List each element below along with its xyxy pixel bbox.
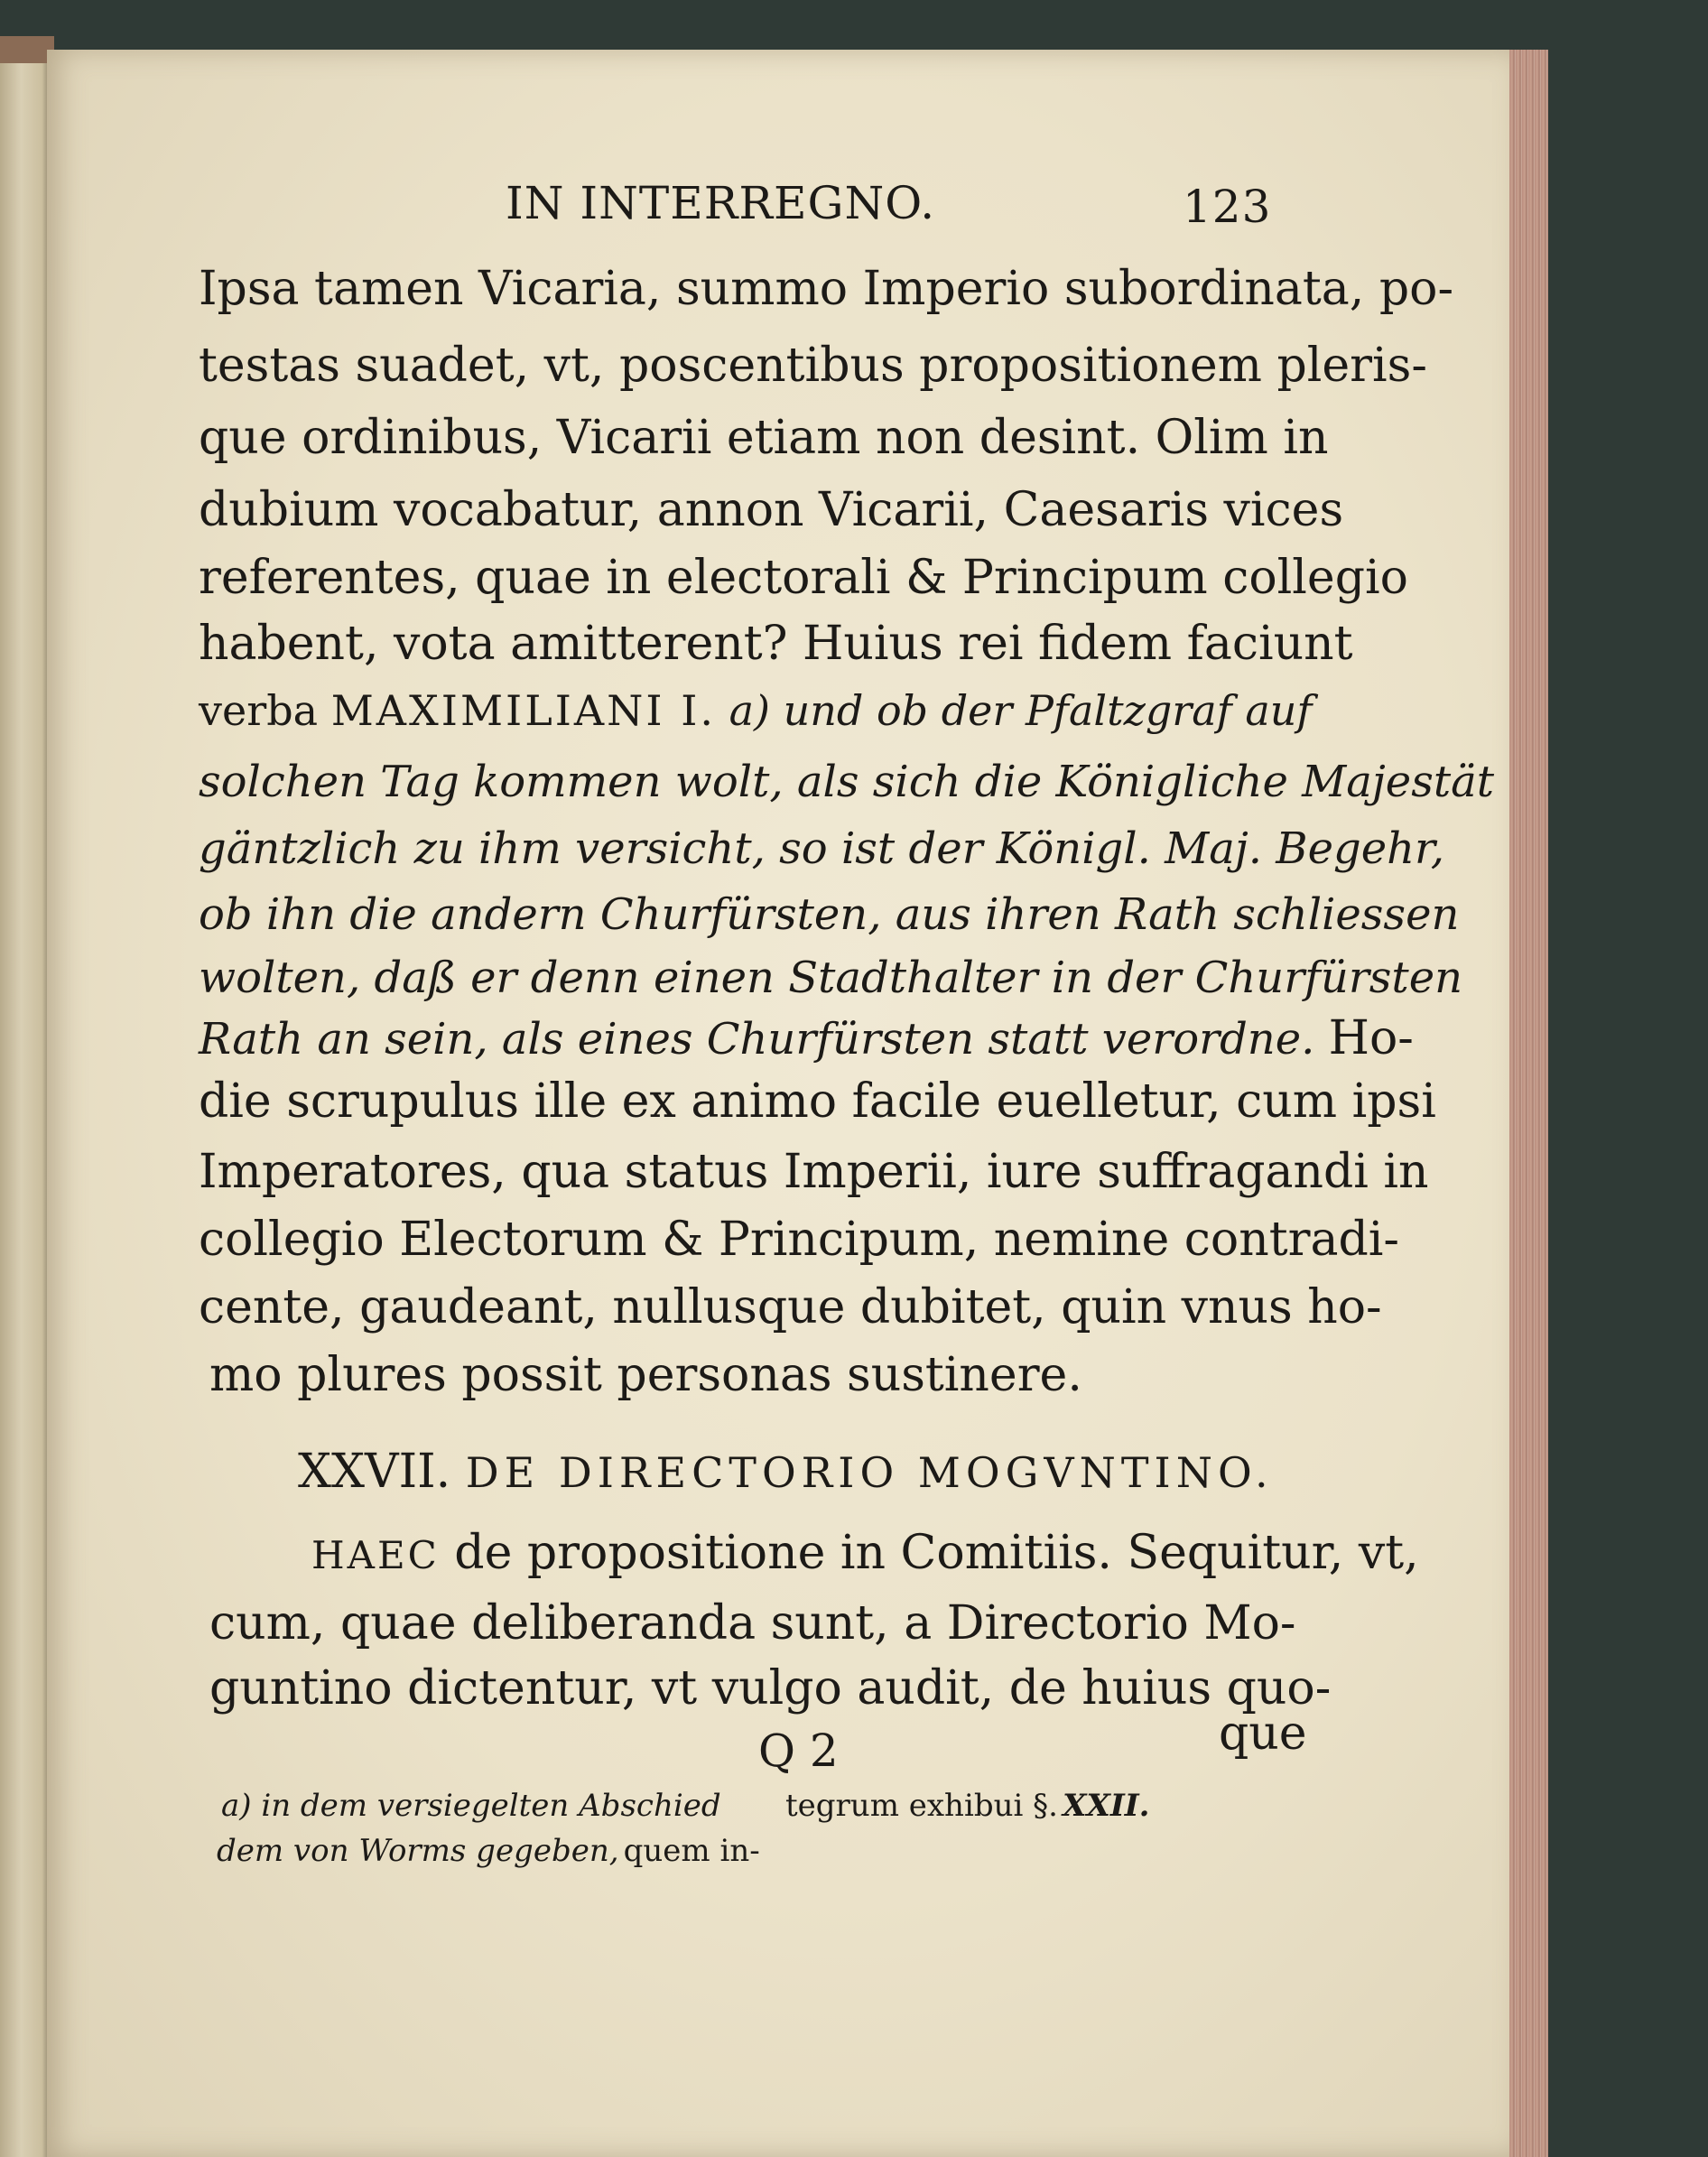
footnote-italic: dem von Worms gegeben,: [217, 1833, 619, 1869]
section-first-rest: de propositione in Comitiis. Sequitur, vt,: [454, 1526, 1419, 1580]
section-number: XXVII.: [298, 1445, 451, 1499]
footnote-right-roman: tegrum exhibui §.: [785, 1788, 1058, 1824]
page-number: 123: [1183, 181, 1272, 233]
body-line: die scrupulus ille ex animo facile euelletur, cum ipsi: [199, 1074, 1436, 1129]
body-line-mixed: [199, 686, 1312, 735]
body-line: habent, vota amitterent? Huius rei fidem faciunt: [199, 617, 1353, 671]
body-line: testas suadet, vt, poscentibus propositionem pleris-: [199, 339, 1427, 393]
footnote-line: a) in dem versiegelten Abschied: [221, 1788, 721, 1824]
footnote-line: [217, 1833, 760, 1869]
body-line: Ipsa tamen Vicaria, summo Imperio subordinata, po-: [199, 262, 1454, 316]
body-line: mo plures possit personas sustinere.: [209, 1348, 1082, 1402]
body-line: que ordinibus, Vicarii etiam non desint. Olim in: [199, 411, 1329, 465]
catchword: que: [1219, 1706, 1307, 1761]
german-quote-line: solchen Tag kommen wolt, als sich die Königliche Majestät: [199, 757, 1495, 807]
section-first-word: HAEC: [311, 1533, 440, 1577]
german-quote-line: gäntzlich zu ihm versicht, so ist der Königl. Maj. Begehr,: [199, 823, 1444, 874]
footnote-right-italic: XXII.: [1063, 1788, 1150, 1824]
german-quote-line: wolten, daß er denn einen Stadthalter in der Churfürsten: [199, 953, 1463, 1003]
line7-prefix: verba: [199, 686, 319, 735]
body-line: guntino dictentur, vt vulgo audit, de huius quo-: [209, 1661, 1332, 1715]
line7-german: a) und ob der Pfaltzgraf auf: [729, 686, 1313, 735]
emperor-name: MAXIMILIANI I.: [330, 686, 716, 735]
signature-mark: Q 2: [758, 1725, 839, 1777]
page-edge-stack: [1503, 50, 1548, 2157]
section-heading: [298, 1445, 1274, 1499]
running-title: IN INTERREGNO.: [506, 177, 936, 229]
body-line: dubium vocabatur, annon Vicarii, Caesaris vices: [199, 483, 1344, 537]
german-quote-line: ob ihn die andern Churfürsten, aus ihren Rath schliessen: [199, 889, 1460, 940]
body-line: Imperatores, qua status Imperii, iure suffragandi in: [199, 1145, 1429, 1199]
section-title: DE DIRECTORIO MOGVNTINO.: [465, 1448, 1274, 1497]
section-first-line: [311, 1526, 1419, 1580]
footnote-right: [785, 1788, 1149, 1824]
previous-leaf-edge: [0, 63, 52, 2157]
german-quote-end: Rath an sein, als eines Churfürsten statt verordne.: [199, 1014, 1315, 1065]
body-line: cum, quae deliberanda sunt, a Directorio Mo-: [209, 1596, 1296, 1650]
body-line: cente, gaudeant, nullusque dubitet, quin vnus ho-: [199, 1280, 1382, 1334]
body-line-mixed: [199, 1011, 1414, 1065]
line12-roman: Ho-: [1328, 1011, 1414, 1065]
footnote-roman: quem in-: [623, 1833, 760, 1869]
body-line: referentes, quae in electorali & Principum collegio: [199, 551, 1408, 605]
body-line: collegio Electorum & Principum, nemine contradi-: [199, 1213, 1399, 1267]
